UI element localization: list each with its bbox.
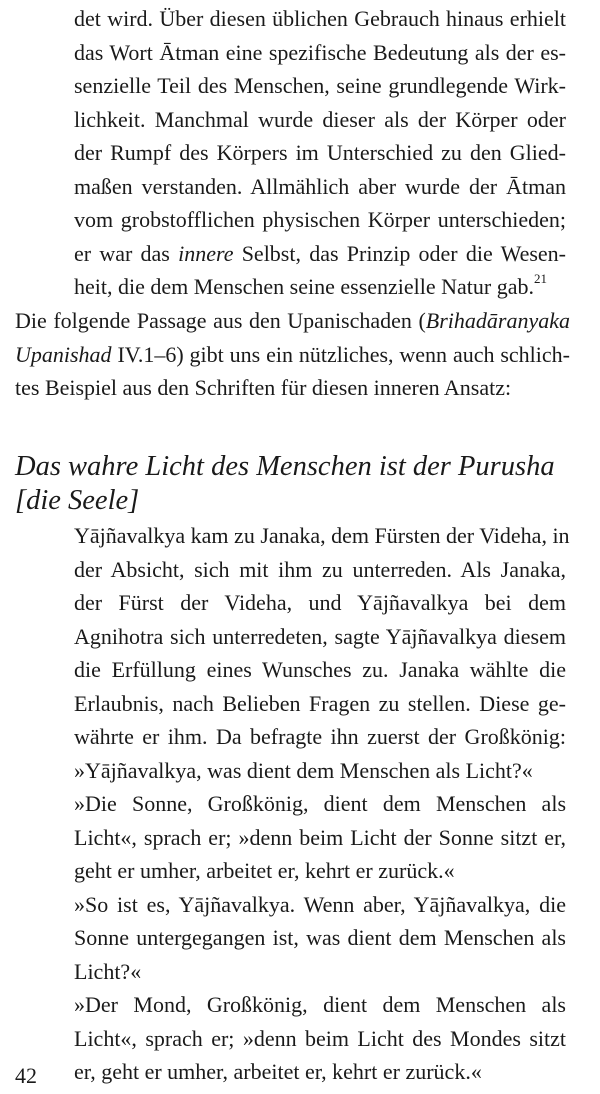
text-line: »Die Sonne, Großkönig, dient dem Menschen als (74, 791, 566, 816)
text-segment: Die folgende Passage aus den Upanischaden ( (15, 308, 426, 333)
text-line: vom grobstofflichen physischen Körper unterschieden; (74, 207, 566, 232)
text-line: der Fürst der Videha, und Yājñavalkya bei dem (74, 590, 566, 615)
text-line: lichkeit. Manchmal wurde dieser als der Körper oder (74, 106, 566, 132)
text-line: senzielle Teil des Menschen, seine grundlegende Wirk- (74, 73, 566, 98)
text-line (74, 270, 566, 304)
text-line: währte er ihm. Da befragte ihn zuerst der Großkönig: (74, 724, 566, 749)
text-line: maßen verstanden. Allmählich aber wurde der Ātman (74, 173, 566, 199)
text-line: Yājñavalkya kam zu Janaka, dem Fürsten der Videha, in (74, 523, 570, 548)
text-line: der Rumpf des Körpers im Unterschied zu den Glied- (74, 140, 566, 165)
footnote-ref: 21 (534, 271, 548, 286)
text-line: »Der Mond, Großkönig, dient dem Menschen als (74, 992, 566, 1017)
quote-paragraph (74, 519, 570, 1089)
text-line: der Absicht, sich mit ihm zu unterreden. Als Janaka, (74, 556, 566, 582)
heading-line: [die Seele] (15, 485, 140, 516)
text-segment: Selbst, das Prinzip oder die Wesen- (233, 240, 566, 266)
text-segment: heit, die dem Menschen seine essenzielle Natur gab. (74, 274, 535, 299)
text-segment: er war das (74, 240, 179, 266)
text-line: Sonne untergegangen ist, was dient dem Menschen als (74, 925, 566, 950)
text-line (15, 304, 570, 338)
emphasis: innere (178, 240, 234, 266)
text-line: »So ist es, Yājñavalkya. Wenn aber, Yājñavalkya, die (74, 891, 566, 917)
text-line: det wird. Über diesen üblichen Gebrauch hinaus erhielt (74, 6, 566, 31)
text-line: geht er umher, arbeitet er, kehrt er zurück.« (74, 858, 455, 883)
text-line: Agnihotra sich unterredeten, sagte Yājñavalkya diesem (74, 623, 566, 649)
text-line: Licht«, sprach er; »denn beim Licht der Sonne sitzt er, (74, 824, 566, 850)
text-line (74, 237, 566, 271)
text-line: tes Beispiel aus den Schriften für diesen inneren Ansatz: (15, 375, 512, 400)
text-line: Licht?« (74, 958, 142, 984)
passage-intro-paragraph (15, 304, 570, 405)
text-line: Licht«, sprach er; »denn beim Licht des Mondes sitzt (74, 1025, 566, 1051)
text-segment: IV.1–6) gibt uns ein nützliches, wenn auch schlich- (111, 341, 570, 367)
intro-paragraph (74, 2, 566, 304)
text-line: »Yājñavalkya, was dient dem Menschen als Licht?« (74, 757, 533, 783)
text-line: Erlaubnis, nach Belieben Fragen zu stellen. Diese ge- (74, 690, 566, 716)
page-number: 42 (15, 1063, 37, 1088)
heading-line: Das wahre Licht des Menschen ist der Purusha (15, 451, 555, 482)
text-line: die Erfüllung eines Wunsches zu. Janaka wählte die (74, 657, 566, 682)
source-title: Brihadāranyaka (425, 308, 570, 333)
text-line: er, geht er umher, arbeitet er, kehrt er zurück.« (74, 1059, 482, 1084)
text-line: das Wort Ātman eine spezifische Bedeutung als der es- (74, 39, 566, 65)
text-line (15, 338, 570, 372)
source-title: Upanishad (15, 341, 112, 367)
section-heading (15, 450, 570, 518)
